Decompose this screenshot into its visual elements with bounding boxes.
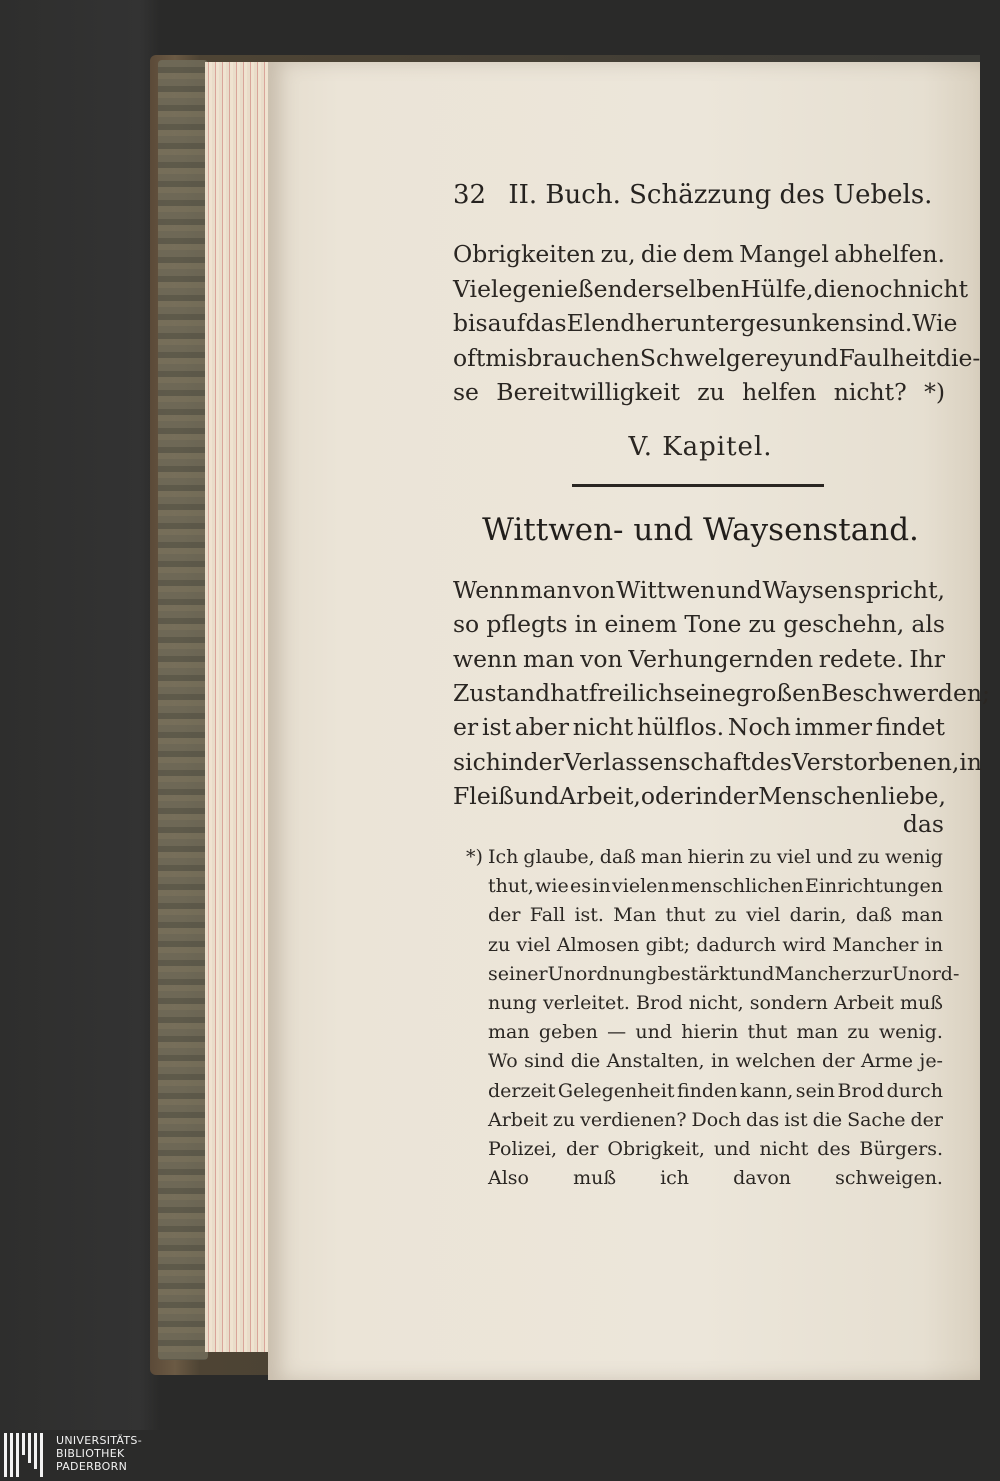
running-header — [453, 180, 948, 210]
word: darin, — [789, 904, 847, 927]
word: Mangel — [739, 240, 829, 268]
word: nicht — [759, 1138, 809, 1160]
word: muß — [573, 1167, 617, 1190]
footnote-line — [488, 962, 960, 985]
text-line — [453, 645, 945, 673]
word: — — [607, 1021, 627, 1044]
word: einem — [604, 610, 678, 639]
word: Bereitwilligkeit — [496, 378, 680, 406]
word: helfen — [742, 378, 817, 406]
word: Schwelgerey — [639, 343, 794, 372]
word: Also — [488, 1167, 529, 1190]
text-line — [453, 240, 945, 268]
word: man — [488, 1021, 530, 1044]
word: schweigen. — [835, 1167, 943, 1190]
text-line — [453, 610, 945, 638]
word: thut — [665, 904, 706, 927]
word: und — [635, 1021, 673, 1044]
word: und — [713, 1138, 751, 1160]
footnote-mark: *) — [466, 846, 483, 868]
logo-line-2: BIBLIOTHEK — [56, 1447, 125, 1460]
word: ist — [481, 713, 511, 742]
word: auf — [487, 309, 526, 337]
word: pflegts — [486, 610, 568, 639]
word: Wenn — [453, 576, 520, 604]
word: großen — [735, 678, 822, 707]
word: davon — [733, 1167, 792, 1190]
word: Zustand — [453, 678, 551, 707]
word: in — [500, 747, 524, 776]
word: Tone — [684, 610, 742, 639]
word: viel — [746, 904, 781, 927]
word: Ihr — [909, 644, 945, 673]
word: zu — [857, 846, 880, 868]
footnote-line — [488, 1050, 943, 1072]
word: hierin — [687, 846, 745, 868]
word: sind. — [855, 309, 913, 337]
word: die — [813, 274, 851, 303]
word: wenn — [453, 644, 518, 673]
word: Arbeit — [488, 1108, 548, 1131]
word: Unord- — [892, 962, 960, 985]
word: finden — [676, 1079, 738, 1102]
word: der — [523, 747, 564, 776]
word: dem — [682, 240, 734, 268]
word: Unordnung — [547, 962, 658, 985]
word: zu — [749, 846, 772, 868]
word: menschlichen — [670, 875, 804, 898]
word: Polizei, — [488, 1138, 557, 1160]
word: nung — [488, 992, 537, 1014]
word: wenig — [884, 846, 943, 868]
word: Arme — [860, 1050, 914, 1073]
word: Wo — [488, 1050, 518, 1073]
word: Brod — [636, 992, 683, 1014]
word: kann, — [739, 1079, 794, 1102]
word: zu — [748, 610, 777, 639]
word: Noch — [727, 713, 791, 742]
footnote-line — [488, 1167, 943, 1189]
word: hat — [550, 678, 589, 707]
word: ist — [784, 1108, 808, 1131]
section-title: Wittwen- und Waysenstand. — [482, 512, 919, 548]
word: gibt; — [645, 933, 691, 956]
word: glaube, — [523, 846, 595, 868]
word: daß — [855, 904, 893, 927]
word: immer — [794, 713, 872, 742]
word: abhelfen. — [834, 240, 945, 268]
word: Doch — [691, 1108, 742, 1131]
word: in — [710, 1050, 730, 1073]
word: Arbeit — [833, 992, 894, 1014]
word: zu — [697, 378, 725, 406]
footnote-line — [488, 875, 943, 897]
text-line — [453, 678, 990, 707]
text-line — [453, 747, 982, 776]
word: Verstorbenen, — [791, 747, 960, 776]
footnote-line — [488, 1138, 943, 1160]
word: Menschenliebe, — [758, 781, 946, 810]
word: Fall — [529, 904, 566, 927]
word: se — [453, 378, 479, 406]
footnote-line — [488, 992, 943, 1014]
word: heruntergesunken — [635, 309, 856, 337]
word: in — [574, 610, 598, 639]
word: noch — [850, 274, 908, 303]
word: *) — [924, 378, 945, 406]
word: Fleiß — [453, 781, 514, 810]
word: nicht — [572, 713, 634, 742]
word: zu — [552, 1108, 576, 1131]
word: Brod — [837, 1079, 885, 1102]
word: Beschwerden; — [821, 678, 990, 707]
word: nicht — [907, 274, 969, 303]
word: Sache — [847, 1108, 906, 1131]
word: es — [570, 875, 592, 898]
footnote-line — [488, 846, 943, 868]
word: von — [580, 644, 623, 673]
word: der — [565, 1138, 599, 1160]
book-spine-edge — [158, 60, 208, 1360]
word: Mancher — [774, 962, 861, 985]
word: er — [453, 713, 479, 742]
text-line — [453, 343, 981, 372]
word: des — [750, 747, 792, 776]
footer-bar — [0, 1430, 1000, 1481]
word: man — [522, 644, 575, 673]
word: in — [695, 781, 718, 810]
text-line — [453, 378, 945, 406]
word: seiner — [488, 962, 548, 985]
word: viel — [776, 846, 811, 868]
word: Obrigkeiten — [453, 240, 596, 268]
heading-rule — [572, 484, 824, 487]
word: die- — [935, 343, 981, 372]
word: in — [592, 875, 611, 898]
word: wie — [535, 875, 569, 898]
word: und — [513, 781, 560, 810]
word: nicht? — [833, 378, 907, 406]
word: Hülfe, — [740, 274, 814, 303]
word: spricht, — [853, 576, 945, 604]
word: Verlassenschaft — [563, 747, 751, 776]
word: Arbeit, — [559, 781, 641, 810]
word: man — [640, 846, 683, 868]
word: Mancher — [832, 933, 919, 956]
word: als — [911, 610, 945, 639]
word: wird — [782, 933, 826, 956]
word: das — [525, 309, 567, 337]
word: muß — [899, 992, 943, 1014]
word: zur — [860, 962, 893, 985]
word: geschehn, — [783, 610, 905, 639]
word: man — [520, 576, 572, 604]
word: oder — [640, 781, 696, 810]
footnote-line — [488, 1080, 943, 1102]
catchword: das — [902, 810, 944, 838]
running-title: II. Buch. Schäzzung des Uebels. — [508, 180, 933, 210]
word: und — [793, 343, 839, 372]
word: welchen — [735, 1050, 816, 1073]
word: und — [816, 846, 853, 868]
word: misbrauchen — [485, 343, 640, 372]
word: freilich — [588, 678, 674, 707]
footnote-line — [488, 1021, 943, 1043]
word: hierin — [681, 1021, 739, 1044]
footnote-line — [488, 1109, 943, 1131]
word: Ich — [488, 846, 519, 868]
word: der — [910, 1108, 943, 1131]
word: wenig. — [878, 1021, 943, 1044]
word: sein — [795, 1079, 836, 1102]
word: Bürgers. — [859, 1138, 943, 1160]
text-line — [453, 713, 945, 741]
word: thut, — [488, 875, 534, 898]
word: Wie — [912, 309, 958, 337]
word: derzeit — [488, 1079, 556, 1102]
word: Almosen — [556, 933, 640, 956]
word: zu — [488, 933, 511, 956]
chapter-heading: V. Kapitel. — [628, 432, 773, 462]
word: sich — [453, 747, 501, 776]
word: die — [812, 1108, 843, 1131]
word: je- — [919, 1050, 943, 1073]
text-line — [453, 782, 945, 810]
word: derselben — [622, 274, 741, 303]
word: ich — [660, 1167, 690, 1190]
word: vielen — [612, 875, 670, 898]
word: von — [572, 576, 616, 604]
word: geben — [538, 1021, 598, 1044]
word: Man — [613, 904, 657, 927]
footnote-line — [488, 934, 943, 956]
word: daß — [599, 846, 636, 868]
text-line — [453, 274, 969, 303]
word: Obrigkeit, — [607, 1138, 705, 1160]
logo-line-1: UNIVERSITÄTS- — [56, 1434, 142, 1447]
word: thut — [747, 1021, 788, 1044]
word: bis — [453, 309, 488, 337]
word: zu — [847, 1021, 870, 1044]
word: der — [488, 904, 521, 927]
word: nicht, — [688, 992, 744, 1014]
word: in — [959, 747, 982, 776]
word: viel — [516, 933, 551, 956]
library-logo-icon — [4, 1433, 48, 1477]
word: seine — [673, 678, 736, 707]
word: der — [822, 1050, 855, 1073]
word: man — [901, 904, 943, 927]
word: aber — [514, 713, 569, 742]
word: Elend — [566, 309, 636, 337]
word: genießen — [512, 274, 623, 303]
word: Viele — [453, 274, 513, 303]
footnote-line — [488, 904, 943, 926]
word: findet — [875, 713, 945, 742]
word: sind — [524, 1050, 565, 1073]
library-logo-text — [56, 1434, 142, 1473]
word: die — [570, 1050, 601, 1073]
page-number: 32 — [453, 180, 487, 210]
word: zu, — [600, 240, 636, 268]
word: so — [453, 610, 480, 639]
word: bestärkt — [657, 962, 738, 985]
word: verleitet. — [542, 992, 630, 1014]
word: Waysen — [762, 576, 854, 604]
logo-line-3: PADERBORN — [56, 1460, 128, 1473]
word: der — [717, 781, 759, 810]
text-line — [453, 576, 945, 604]
word: das — [746, 1108, 780, 1131]
text-line — [453, 309, 958, 337]
word: Einrichtungen — [804, 875, 943, 898]
word: ist. — [574, 904, 604, 927]
word: die — [640, 240, 678, 268]
word: und — [737, 962, 775, 985]
word: man — [796, 1021, 839, 1044]
word: Verhungernden — [628, 644, 814, 673]
word: Anstalten, — [606, 1050, 705, 1073]
word: sondern — [749, 992, 828, 1014]
word: hülflos. — [636, 713, 725, 742]
word: durch — [886, 1079, 943, 1102]
word: dadurch — [696, 933, 777, 956]
word: Wittwen — [616, 576, 716, 604]
word: Gelegenheit — [557, 1079, 675, 1102]
word: des — [817, 1138, 851, 1160]
word: oft — [453, 343, 486, 372]
word: und — [716, 576, 762, 604]
word: Faulheit — [838, 343, 936, 372]
word: zu — [714, 904, 737, 927]
word: redete. — [818, 644, 904, 673]
word: in — [924, 933, 943, 956]
word: verdienen? — [580, 1108, 687, 1131]
